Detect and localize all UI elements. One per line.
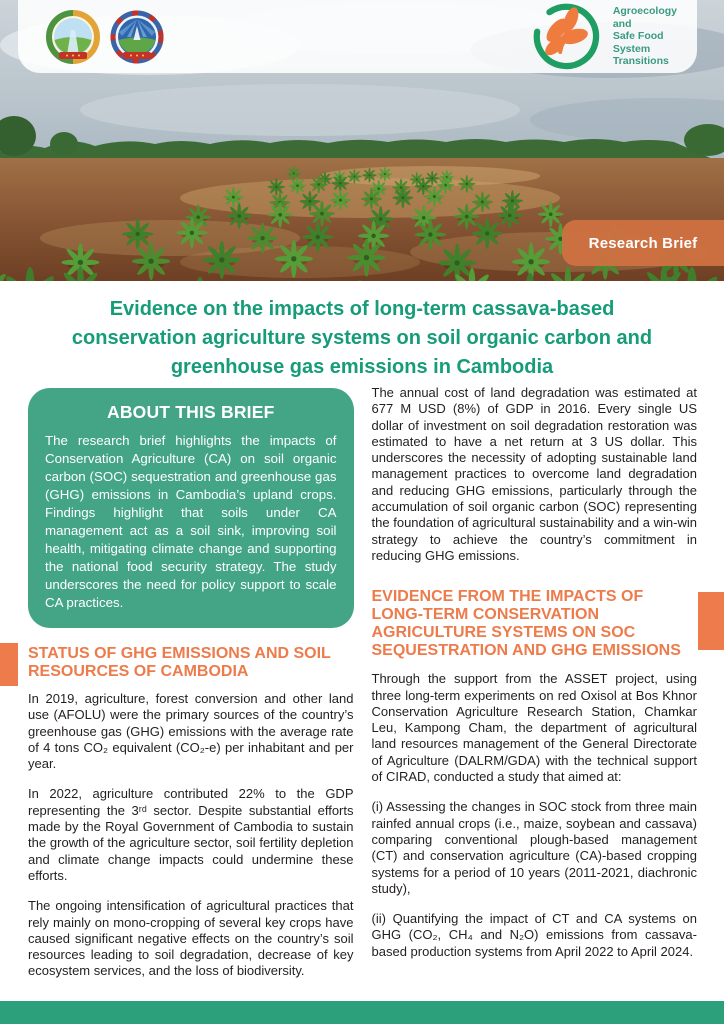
research-brief-badge: Research Brief: [562, 220, 724, 266]
about-body: The research brief highlights the impacts of Conservation Agriculture (CA) on soil organic carbon (SOC) sequestration and greenhouse gas (GHG) emissions in Cambodia’s upland crops. Findings highlight that soils under CA management act as a soil sink, improving soil health, mitigating climate change and supporting the national food security strategy. The study underscores the need for policy support to scale CA practices.: [45, 433, 337, 610]
maff-emblem-icon: [46, 10, 100, 64]
status-section-heading: [28, 645, 354, 681]
about-heading: ABOUT THIS BRIEF: [106, 402, 275, 422]
section-heading-text: STATUS OF GHG EMISSIONS AND SOIL RESOURCES OF CAMBODIA: [28, 645, 331, 680]
gda-emblem-icon: [110, 10, 164, 64]
title-line: conservation agriculture systems on soil organic carbon and: [71, 327, 653, 349]
left-column: [28, 385, 354, 994]
footer-bar: [0, 1001, 724, 1024]
asset-project-logo: [529, 0, 677, 74]
section-heading-text: EVIDENCE FROM THE IMPACTS OF LONG-TERM CONSERVATION AGRICULTURE SYSTEMS ON SOC SEQUESTRATION AND GHG EMISSIONS: [371, 588, 681, 660]
left-edge-accent-bar: [0, 643, 18, 686]
paragraph: The ongoing intensification of agricultural practices that rely mainly on mono-cropping of several key crops have caused significant negative effects on the country’s soil resources leading to soil degradation, decrease of key ecosystem services, and the loss of biodiversity.: [28, 898, 354, 979]
about-brief-box: [28, 388, 354, 628]
paragraph: In 2019, agriculture, forest conversion and other land use (AFOLU) were the primary sources of the country’s greenhouse gas (GHG) emissions with the average rate of 4 tons CO₂ equivalent (CO₂-e) per inhabitant and per year.: [28, 691, 354, 772]
header-logo-bar: [18, 0, 697, 73]
hero-photo: [0, 0, 724, 281]
paragraph: (i) Assessing the changes in SOC stock from three main rainfed annual crops (i.e., maize, soybean and cassava) comparing conventional plough-based management (CT) and conservation agriculture (CA)-based cropping systems for a period of 10 years (2011-2021, diachronic study),: [371, 799, 697, 896]
right-column: [372, 385, 698, 974]
title-line: greenhouse gas emissions in Cambodia: [170, 356, 554, 378]
paragraph: The annual cost of land degradation was estimated at 677 M USD (8%) of GDP in 2016. Every single US dollar of investment on soil degradation restoration was estimated to have a net return at 3 US dollar. This underscores the necessity of adopting sustainable land management practices to overcome land degradation and reducing GHG emissions, particularly through the accumulation of soil organic carbon (SOC) representing the foundation of agricultural sustainability and a win-win strategy to achieve the country’s commitment in reducing GHG emissions.: [371, 385, 697, 563]
asset-logo-text: [613, 5, 677, 68]
asset-logo-line: Transitions: [612, 55, 669, 68]
asset-logo-line: Safe Food System: [612, 30, 664, 55]
content-columns: [0, 385, 724, 994]
paragraph: Through the support from the ASSET project, using three long-term experiments on red Oxisol at Bos Khnor Conservation Agriculture Research Station, Chamkar Leu, Kampong Cham, the department of agricultural land resources management of the General Directorate of Agriculture (DALRM/GDA) with the technical support of CIRAD, conducted a study that aimed at:: [371, 671, 697, 785]
paragraph: (ii) Quantifying the impact of CT and CA systems on GHG (CO₂, CH₄ and N₂O) emissions from cassava-based production systems from April 2022 to April 2024.: [371, 911, 697, 959]
ministry-emblems: [46, 10, 164, 64]
agroecology-leaf-icon: [529, 0, 604, 74]
title-line: Evidence on the impacts of long-term cassava-based: [109, 298, 615, 320]
right-edge-accent-bar: [698, 592, 724, 650]
page-title: [24, 295, 700, 382]
paragraph: In 2022, agriculture contributed 22% to the GDP representing the 3ʳᵈ sector. Despite substantial efforts made by the Royal Government of Cambodia to sustain the growth of the agriculture sector, soil fertility depletion and climate change impacts could undermine these efforts.: [28, 786, 354, 883]
asset-logo-line: Agroecology and: [612, 5, 677, 30]
evidence-section-heading: [372, 588, 698, 660]
